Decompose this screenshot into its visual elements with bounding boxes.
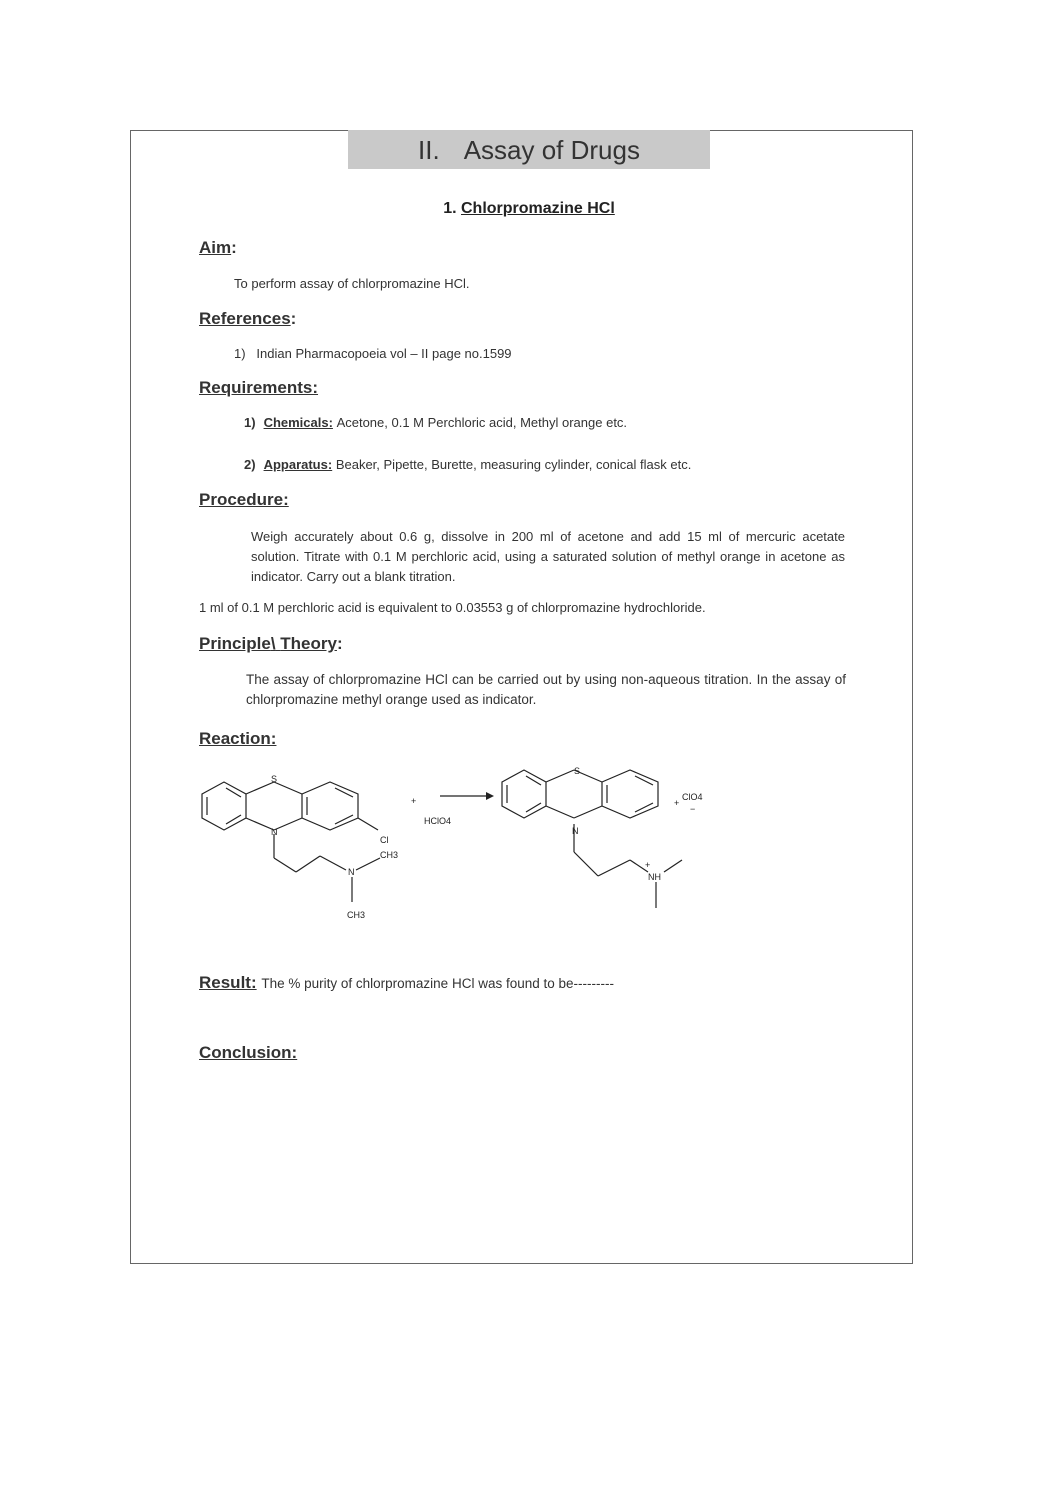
reference-item: 1) Indian Pharmacopoeia vol – II page no.1599 [234, 346, 512, 361]
conclusion-heading: Conclusion: [199, 1043, 298, 1062]
amine-label: NH [648, 872, 661, 882]
reaction-heading: Reaction: [199, 729, 277, 748]
methyl-label-b: CH3 [347, 910, 366, 920]
plus-sign-2: + [674, 798, 680, 808]
result-heading: Result: [199, 973, 257, 992]
nitrogen-label-2: N [348, 867, 355, 877]
references-heading: References: [199, 309, 297, 328]
principle-heading: Principle\ Theory: [199, 634, 343, 653]
sulfur-label-2: S [574, 766, 581, 776]
equivalence-text: 1 ml of 0.1 M perchloric acid is equivalent to 0.03553 g of chlorpromazine hydrochloride. [199, 600, 706, 615]
perchlorate-charge: − [690, 804, 696, 814]
experiment-title [0, 200, 1058, 218]
principle-text: The assay of chlorpromazine HCl can be carried out by using non-aqueous titration. In the assay of chlorpromazine methyl orange used as indicator. [246, 672, 846, 707]
chlorine-label: Cl [380, 835, 389, 845]
procedure-text: Weigh accurately about 0.6 g, dissolve in 200 ml of acetone and add 15 ml of mercuric acetate solution. Titrate with 0.1 M perchloric acid, using a saturated solution of methyl orange in acetone as indicator. Carry out a blank titration. [251, 529, 845, 584]
section-number: II. [418, 135, 440, 165]
chemicals-label: Chemicals: [263, 415, 333, 430]
experiment-name: Chlorpromazine HCl [461, 200, 615, 217]
result-text: The % purity of chlorpromazine HCl was found to be--------- [261, 976, 614, 991]
reaction-scheme [190, 760, 750, 940]
section-title: Assay of Drugs [463, 135, 640, 165]
requirements-heading: Requirements: [199, 378, 319, 397]
apparatus-label: Apparatus: [263, 457, 333, 472]
apparatus-line: 2) Apparatus: Beaker, Pipette, Burette, measuring cylinder, conical flask etc. [244, 457, 692, 472]
plus-sign: + [411, 796, 417, 806]
chemicals-line: 1) Chemicals: Acetone, 0.1 M Perchloric acid, Methyl orange etc. [244, 415, 628, 430]
nitrogen-label-1: N [271, 827, 278, 837]
product-structure [502, 770, 682, 908]
section-title-bar [348, 130, 710, 169]
methyl-label-a: CH3 [380, 850, 399, 860]
perchlorate-label: ClO4 [682, 792, 703, 802]
amine-charge: + [645, 860, 651, 870]
chlorpromazine-structure [202, 782, 380, 902]
nitrogen-label-3: N [572, 826, 579, 836]
procedure-heading: Procedure: [199, 490, 289, 509]
result-line [199, 973, 614, 993]
reagent-label: HClO4 [424, 816, 452, 826]
reaction-arrowhead [486, 792, 494, 800]
experiment-number: 1. [443, 200, 457, 217]
chemicals-text: Acetone, 0.1 M Perchloric acid, Methyl orange etc. [336, 415, 628, 430]
aim-heading: Aim: [199, 238, 237, 257]
aim-text: To perform assay of chlorpromazine HCl. [234, 276, 470, 291]
sulfur-label-1: S [271, 774, 278, 784]
apparatus-text: Beaker, Pipette, Burette, measuring cylinder, conical flask etc. [335, 457, 692, 472]
